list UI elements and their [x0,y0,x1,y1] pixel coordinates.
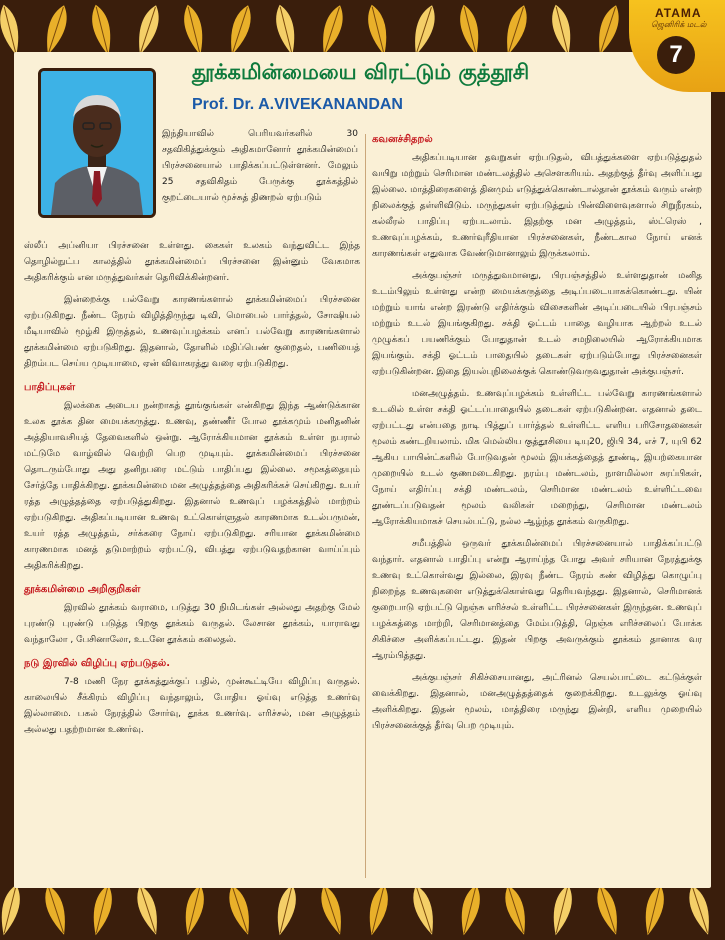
leaf-icon [316,3,347,57]
leaf-icon [40,883,71,937]
section-heading: பாதிப்புகள் [24,382,76,393]
author-photo [38,68,156,218]
leaf-icon [180,883,208,937]
section-body: 7-8 மணி நேர தூக்கத்துக்குப் பதில், முன்கூட்டியே விழிப்பு வருதல். காலையில் சீக்கிரம் விழிப்பு வந்தாலும், போதிய ஓய்வு எடுத்த உணர்வு இல்லாமை. பகல் நேரத்தில் சோர்வு, தூக்க உணர்வு. எரிச்சல், மன அழுத்தம் அல்லது பதற்றமான உணர்வு. [24,677,360,735]
article-author: Prof. Dr. A.VIVEKANANDAN [192,96,403,113]
leaf-icon [132,883,163,937]
section-body: இலக்கை அடைய நன்றாகத் தூங்குங்கள் என்கிறது இந்த ஆண்டுக்கான உலக தூக்க தின மையக்கருத்து. உணவு, தண்ணீர் போல தூக்கமும் மனிதனின் அத்தியாவசியத் தேவைகளில் ஒன்று. ஆரோக்கியமான தூக்கம் உள்ள நபரால் மட்டுமே வாழ்வில் வெற்றி பெற முடியும். தூக்கமின்மைப் பிரச்சனை தொடரும்போது அது தனிநபரை மட்டும் பாதிப்பது இல்லை. சமூகத்தையும் சேர்த்தே பாதிக்கிறது. தூக்கமின்மை மன அழுத்தத்தை அதிகரிக்கச் செய்கிறது. உயர் ரத்த அழுத்தத்தை ஏற்படுத்துகிறது. இதனால் உணவுப் பழக்கத்தில் மாற்றம் ஏற்படுகிறது. அதிகப்படியான உணவு உட்கொள்ளுதல் காரணமாக உடல்பருமன், உயர் ரத்த அழுத்தம், சர்க்கரை நோய் ஏற்படுகிறது. சரியான தூக்கமின்மை காரணமாக மனத் தடுமாற்றம் ஏற்பட்டு, விபத்து ஏற்படுவதற்கான வாய்ப்பும் அதிகரிக்கிறது. [24,401,360,571]
intro-continued: ஸ்லீப் அப்னியா பிரச்சனை உள்ளது. கைகள் உலகம் வந்துவிட்ட இந்த தொழில்நுட்ப காலத்தில் தூக்கமின்மைப் பிரச்சனை இன்னும் வேகமாக அதிகரிக்கும் என மருத்துவர்கள் தெரிவிக்கின்றனர். [24,241,360,283]
section-body: சமீபத்தில் ஒருவர் தூக்கமின்மைப் பிரச்சனையால் பாதிக்கப்பட்டு வந்தார். எதனால் பாதிப்பு என்று ஆராய்ந்த போது அவர் சரியான நேரத்துக்கு உணவு உட்கொள்வது இல்லை, இரவு நீண்ட நேரம் கண் விழித்து கொழுப்பு நிறைந்த உணவுகளை எடுத்துக்கொள்வது தெரியவந்தது. இதனால், செரிமானக் குறைபாடு ஏற்பட்டு நெஞ்சு எரிச்சல் உள்ளிட்ட பிரச்சனைகள் இருந்தன. உணவுப் பழக்கத்தை மாற்றி, செரிமானத்தை மேம்படுத்தி, நெஞ்சு எரிச்சலைப் போக்க சிகிச்சை அளிக்கப்பட்டது. இதன் பிறகு அவருக்கும் தூக்கம் தானாக வர ஆரம்பித்தது. [372,539,702,661]
right-column [372,134,702,740]
section-heading: தூக்கமின்மை அறிகுறிகள் [24,584,141,595]
paragraph-causes: இன்றைக்கு பல்வேறு காரணங்களால் தூக்கமின்மைப் பிரச்சனை ஏற்படுகிறது. நீண்ட நேரம் விழித்திருந்து டிவி, மொபைல் பார்த்தல், சோஷியல் மீடியாவில் மூழ்கி இருத்தல், உணவுப்பழக்கம் எனப் பல்வேறு காரணங்களால் தூக்கமின்மை ஏற்படுகிறது. இதனால், தோளில் மதிப்பெண் குறைதல், பணியைத் திறம்பட செய்ய முடியாமை, ஏன் விவாகரத்து வரை ஏற்படுகிறது. [24,295,360,369]
leaf-icon [500,3,531,57]
leaf-icon [88,883,116,937]
section-body: இரவில் தூக்கம் வராமை, படுத்து 30 நிமிடங்கள் அல்லது அதற்கு மேல் புரண்டு புரண்டு படுத்த பிறகு தூக்கம் வருதல். லேசான தூக்கம், யாராவது வந்தாலோ , பேசினாலோ, உடனே தூக்கம் கலைதல். [24,603,360,645]
leaf-icon [272,3,300,57]
leaf-icon [224,883,255,937]
leaf-icon [40,3,71,57]
leaf-icon [0,883,24,937]
section-body: அக்குபஞ்சர் சிகிச்சையானது, அட்ரினல் செயல்பாட்டை கட்டுக்குள் வைக்கிறது. இதனால், மனஅழுத்தத்தைக் குறைக்கிறது. உடலுக்கு ஓய்வு அளிக்கிறது. இதன் மூலம், மாத்திரை மருந்து இன்றி, எளிய முறையில் பிரச்சனைக்குத் தீர்வு பெற முடியும். [372,673,702,731]
leaf-icon [364,883,392,937]
leaf-icon [316,883,347,937]
leaf-icon [180,3,208,57]
intro-paragraph: இந்தியாவில் பெரியவர்களில் 30 சதவிகித்துக்கும் அதிகமானோர் தூக்கமின்மைப் பிரச்சனையால் பாதிக்கப்பட்டுள்ளனர். மேலும் 25 சதவிகிதம் பேருக்கு தூக்கத்தில் குறட்டையால் மூச்சுத் திணறல் ஏற்படும் [162,129,358,203]
leaf-icon [500,883,531,937]
section-heading: கவனச்சிதறல் [372,134,433,145]
brand-name: ATAMA [655,6,702,20]
leaf-icon [272,883,300,937]
leaf-icon [224,3,255,57]
author-portrait-image [41,71,153,215]
page-number: 7 [657,36,695,74]
section-body: அக்குபஞ்சர் மருத்துவமானது, பிரபஞ்சத்தில் உள்ளதுதான் மனித உடம்பிலும் உள்ளது என்ற மையக்கருத்தை அடிப்படையாகக்கொண்டது. யின் மற்றும் யாங் என்ற இரண்டு எதிர்க்கும் விசைகளின் அடிப்படையில் பிரபஞ்சம் மற்றும் உடல் இயங்குகிறது. சக்தி ஓட்டம் பாதை வழியாக ஆற்றல் உடல் முழுக்கப் பயணிக்கும் போதுதான் உடல் சமநிலையில் ஆரோக்கியமாக இயங்கும். சக்தி ஓட்டம் பாதையில் தடைகள் ஏற்படும்போது பிரச்சனைகள் ஏற்படுகின்றன. இதை இயல்புநிலைக்குக் கொண்டுவருவதுதான் அக்குபஞ்சர். [372,271,702,377]
leaf-icon [684,883,715,937]
leaf-icon [456,3,484,57]
brand-subtitle: ஜெனிரிக் மடல் [651,20,707,29]
leaf-icon [592,3,623,57]
column-divider [365,134,366,878]
leaf-icon [548,883,576,937]
article-title: தூக்கமின்மையை விரட்டும் குத்தூசி [192,60,530,84]
leaf-icon [88,3,116,57]
leaf-icon [132,3,163,57]
article-page [14,52,711,888]
leaf-icon [592,883,623,937]
leaf-icon [408,883,439,937]
section-body: மனஅழுத்தம். உணவுப்பழக்கம் உள்ளிட்ட பல்வேறு காரணங்களால் உடலில் உள்ள சக்தி ஓட்டப்பாதையில் தடைகள் ஏற்படுகின்றன. எதனால் தடை ஏற்பட்டது என்பதை நாடி பித்துப் பார்த்தல் உள்ளிட்ட எளிய பரிசோதனைகள் மூலம் கண்டறியலாம். மிக மெல்லிய குத்தூசியை டியு20, ஜிபி 34, எச் 7, யுபி 62 ஆகிய பாயின்ட்களில் போடுவதன் மூலம் இயக்கத்தைத் தூண்டி, இயற்கையான முறையில் உடல் குணமடைகிறது. நரம்பு மண்டலம், நாளமில்லா சுரப்பிகள், நோய் எதிர்ப்பு சக்தி மண்டலம், செரிமான மண்டலம் உள்ளிட்டவை தூண்டப்படுவதன் மூலம் வலிகள் மறைந்து, செரிமான மண்டலம் ஆரோக்கியமாகச் செயல்பட்டு, நல்ல ஆழ்ந்த தூக்கம் வருகிறது. [372,389,702,527]
leaf-icon [640,883,668,937]
leaf-icon [0,3,24,57]
leaf-icon [456,883,484,937]
section-heading: நடு இரவில் விழிப்பு ஏற்படுதல். [24,658,171,669]
left-column [24,238,360,744]
section-body: அதிகப்படியான தவறுகள் ஏற்படுதல், விபத்துக்களை ஏற்படுத்துதல் வயிறு மற்றும் செரிமான மண்டலத்தில் அசௌகரியம். அதற்குத் தீர்வு அளிப்பது இல்லை. மாத்திரைகளைத் தினமும் எடுத்துக்கொண்டால்தான் தூக்கம் வரும் என்ற நிலைக்குத் தள்ளிவிடும். மருந்துகள் ஏற்படுத்தும் பின்விளைவுகளால் சிறுநீரகம், கல்லீரல் பாதிப்பு ஏற்படலாம். இதற்கு மன அழுத்தம், ஸ்ட்ரெஸ் , உணவுப்பழக்கம், உணர்வுரீதியான பிரச்சனைகள், நீண்டகால நோய் எனக் காரணங்கள் எதுவாக வேண்டுமானாலும் இருக்கலாம். [372,153,702,259]
leaf-icon [364,3,392,57]
leaf-icon [548,3,576,57]
leaf-icon [408,3,439,57]
